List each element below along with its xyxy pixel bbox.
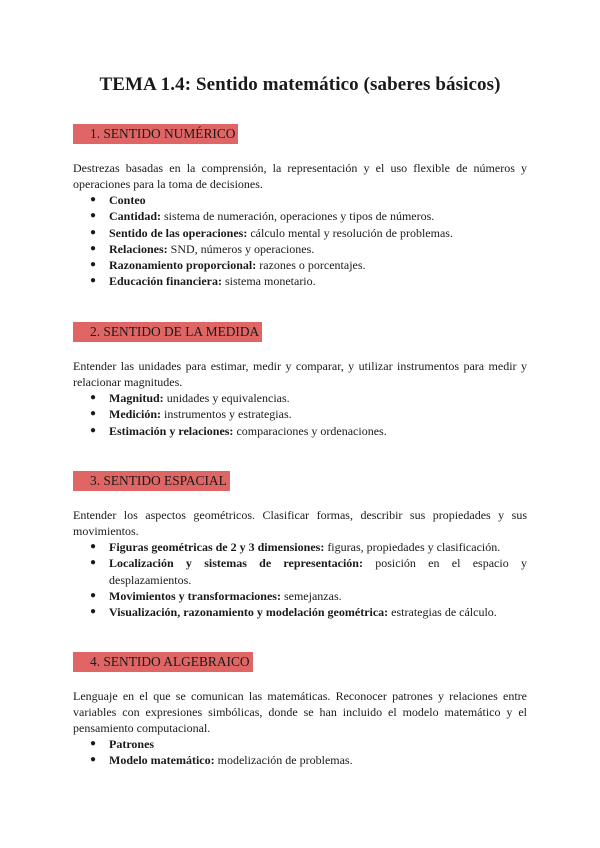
bullet-icon: ● (90, 242, 97, 254)
bullet-icon: ● (90, 606, 97, 618)
bullet-icon: ● (90, 392, 97, 403)
bullet-icon: ● (90, 226, 97, 238)
section-heading: 1. SENTIDO NUMÉRICO (73, 124, 238, 144)
bullet-icon: ● (90, 557, 97, 569)
bullet-icon: ● (90, 275, 97, 287)
section-heading: 4. SENTIDO ALGEBRAICO (73, 652, 253, 672)
bullet-icon: ● (90, 754, 97, 766)
item-list (73, 192, 527, 290)
list-item: ● Modelo matemático: modelización de problemas. (90, 753, 353, 768)
bullet-icon: ● (90, 738, 97, 749)
section-sentido-medida (73, 322, 527, 439)
list-item: ● Visualización, razonamiento y modelación geométrica: estrategias de cálculo. (90, 605, 497, 620)
bullet-icon: ● (90, 589, 97, 601)
section-intro: Entender los aspectos geométricos. Clasificar formas, describir sus propiedades y sus movimientos. (73, 508, 527, 538)
list-item: ● Movimientos y transformaciones: semejanzas. (90, 588, 342, 603)
section-intro: Entender las unidades para estimar, medir y comparar, y utilizar instrumentos para medir y relacionar magnitudes. (73, 359, 527, 389)
item-list (73, 539, 527, 620)
bullet-icon: ● (90, 210, 97, 222)
list-item: ● Medición: instrumentos y estrategias. (90, 407, 292, 422)
section-heading: 3. SENTIDO ESPACIAL (73, 471, 230, 491)
section-sentido-espacial (73, 471, 527, 620)
list-item: ● Figuras geométricas de 2 y 3 dimensiones: figuras, propiedades y clasificación. (90, 540, 501, 554)
list-item: ● Educación financiera: sistema monetario. (90, 274, 316, 289)
list-item: ● Conteo (90, 193, 146, 207)
list-item: ● Magnitud: unidades y equivalencias. (90, 391, 290, 405)
list-item: ● Sentido de las operaciones: cálculo mental y resolución de problemas. (90, 225, 453, 240)
section-intro: Lenguaje en el que se comunican las matemáticas. Reconocer patrones y relaciones entre variables con expresiones simbólicas, donde se han incluido el modelo matemático y el pensamiento computacional. (73, 689, 527, 735)
list-item: ● Localización y sistemas de representación: posición en el espacio y desplazamientos. (90, 556, 527, 587)
bullet-icon: ● (90, 408, 97, 420)
bullet-icon: ● (90, 541, 97, 552)
item-list (73, 736, 527, 769)
list-item: ● Razonamiento proporcional: razones o porcentajes. (90, 258, 366, 273)
bullet-icon: ● (90, 194, 97, 205)
list-item: ● Cantidad: sistema de numeración, operaciones y tipos de números. (90, 209, 435, 224)
section-sentido-algebraico (73, 652, 527, 769)
section-sentido-numerico (73, 124, 527, 290)
item-list (73, 390, 527, 439)
list-item: ● Patrones (90, 737, 155, 751)
bullet-icon: ● (90, 259, 97, 271)
bullet-icon: ● (90, 424, 97, 436)
section-heading: 2. SENTIDO DE LA MEDIDA (73, 322, 262, 342)
list-item: ● Estimación y relaciones: comparaciones y ordenaciones. (90, 423, 387, 438)
section-intro: Destrezas basadas en la comprensión, la representación y el uso flexible de números y operaciones para la toma de decisiones. (73, 161, 527, 191)
list-item: ● Relaciones: SND, números y operaciones. (90, 241, 315, 256)
page-title: TEMA 1.4: Sentido matemático (saberes básicos) (99, 74, 501, 95)
